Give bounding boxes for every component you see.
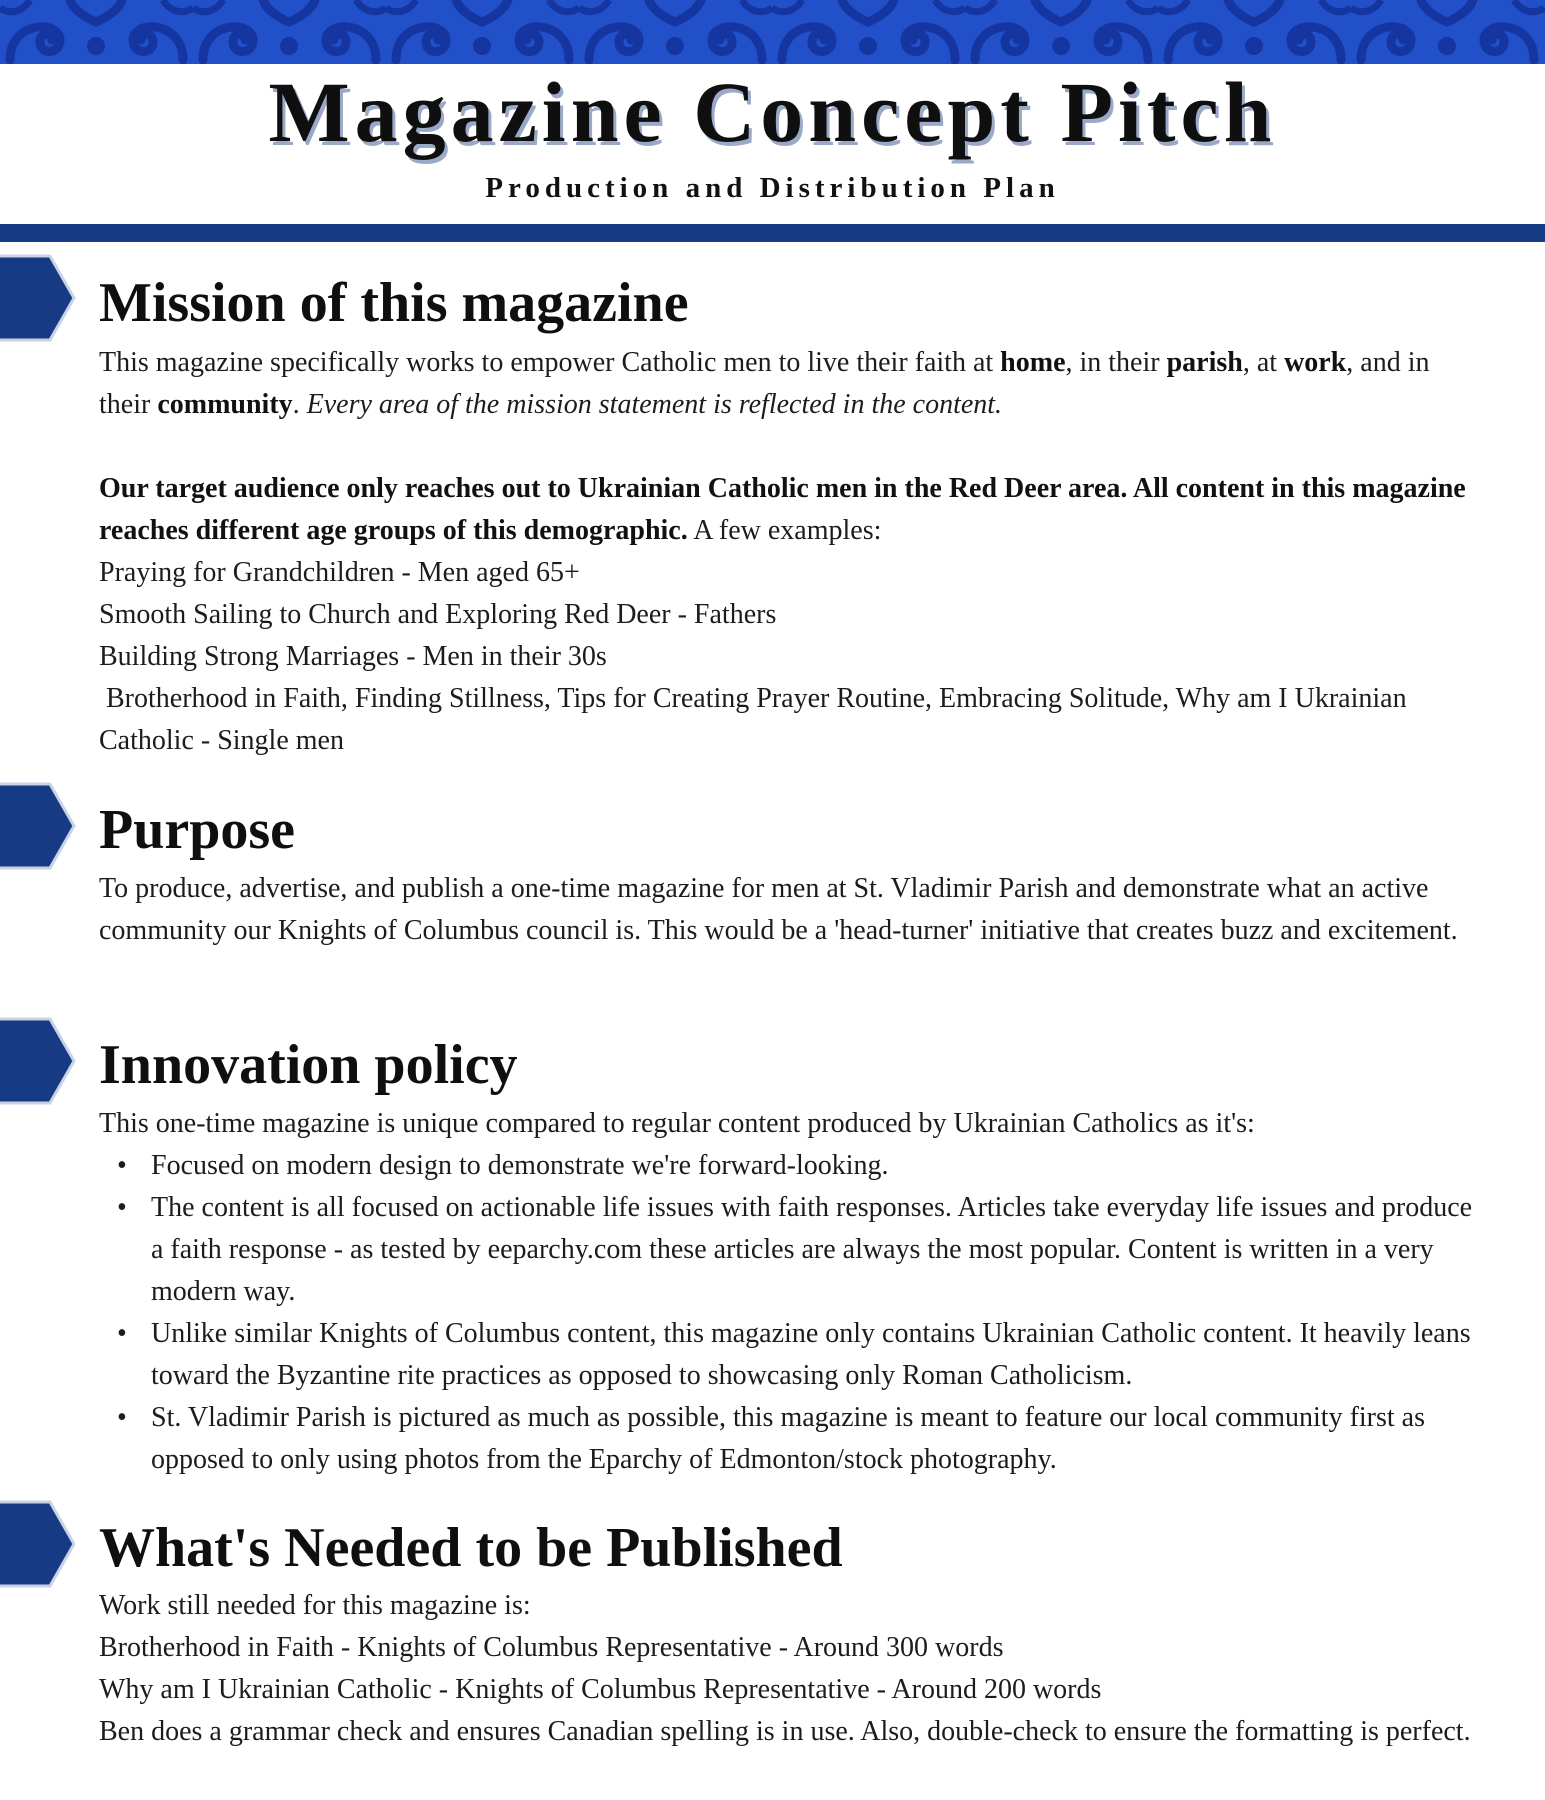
innovation-heading: Innovation policy	[99, 1034, 518, 1096]
page-title: Magazine Concept Pitch	[268, 64, 1277, 160]
mission-statement	[99, 342, 1479, 426]
list-item: • The content is all focused on actionable life issues with faith responses. Articles take everyday life issues and produce a faith response - as tested by eeparchy.com these articles are always the most popular. Content is written in a very modern way.	[99, 1187, 1479, 1313]
page-subtitle: Production and Distribution Plan	[485, 172, 1060, 204]
audience-statement	[99, 468, 1479, 552]
ornament-pattern-icon	[0, 0, 1545, 64]
example-line: Brotherhood in Faith, Finding Stillness, Tips for Creating Prayer Routine, Embracing Solitude, Why am I Ukrainian Catholic - Single men	[99, 683, 1414, 756]
mission-keyword: community	[157, 389, 293, 420]
section-chevron-icon	[0, 780, 78, 872]
mission-text: .	[292, 389, 307, 420]
needed-heading: What's Needed to be Published	[99, 1517, 843, 1579]
example-line: Building Strong Marriages - Men in their 30s	[99, 641, 607, 672]
mission-text: , in their	[1065, 347, 1167, 378]
list-item: • Unlike similar Knights of Columbus content, this magazine only contains Ukrainian Catholic content. It heavily leans toward the Byzantine rite practices as opposed to showcasing only Roman Catholicism.	[99, 1313, 1479, 1397]
purpose-text: To produce, advertise, and publish a one-time magazine for men at St. Vladimir Parish and demonstrate what an active community our Knights of Columbus council is. This would be a 'head-turner' initiative that creates buzz and excitement.	[99, 873, 1458, 946]
innovation-list	[99, 1145, 1479, 1481]
mission-text: , at	[1242, 347, 1285, 378]
list-item: • St. Vladimir Parish is pictured as much as possible, this magazine is meant to feature our local community first as opposed to only using photos from the Eparchy of Edmonton/stock photography.	[99, 1397, 1479, 1481]
mission-keyword: work	[1284, 347, 1347, 378]
mission-keyword: parish	[1166, 347, 1243, 378]
needed-line: Why am I Ukrainian Catholic - Knights of Columbus Representative - Around 200 words	[99, 1674, 1102, 1705]
section-chevron-icon	[0, 252, 78, 344]
mission-heading: Mission of this magazine	[99, 272, 689, 334]
section-chevron-icon	[0, 1015, 78, 1107]
audience-text: A few examples:	[687, 515, 882, 546]
section-chevron-icon	[0, 1498, 78, 1590]
innovation-intro: This one-time magazine is unique compared to regular content produced by Ukrainian Catholics as it's:	[99, 1108, 1255, 1139]
list-item: • Focused on modern design to demonstrate we're forward-looking.	[99, 1145, 1479, 1187]
purpose-heading: Purpose	[99, 799, 295, 861]
needed-line: Ben does a grammar check and ensures Canadian spelling is in use. Also, double-check to ensure the formatting is perfect.	[99, 1716, 1471, 1747]
needed-line: Brotherhood in Faith - Knights of Columbus Representative - Around 300 words	[99, 1632, 1004, 1663]
example-line: Smooth Sailing to Church and Exploring Red Deer - Fathers	[99, 599, 777, 630]
mission-body	[99, 342, 1479, 762]
innovation-body	[99, 1103, 1479, 1481]
mission-italic-note: Every area of the mission statement is reflected in the content.	[306, 389, 1003, 420]
mission-text: , and in their	[99, 347, 1430, 420]
needed-body	[99, 1585, 1479, 1753]
ornament-banner	[0, 0, 1545, 64]
example-line: Praying for Grandchildren - Men aged 65+	[99, 557, 580, 588]
purpose-body	[99, 868, 1479, 952]
needed-line: Work still needed for this magazine is:	[99, 1590, 531, 1621]
audience-bold-text: Our target audience only reaches out to Ukrainian Catholic men in the Red Deer area. All content in this magazine reaches different age groups of this demographic.	[99, 473, 1466, 546]
mission-text: This magazine specifically works to empower Catholic men to live their faith at	[99, 347, 1001, 378]
mission-keyword: home	[1000, 347, 1066, 378]
header-divider	[0, 224, 1545, 242]
